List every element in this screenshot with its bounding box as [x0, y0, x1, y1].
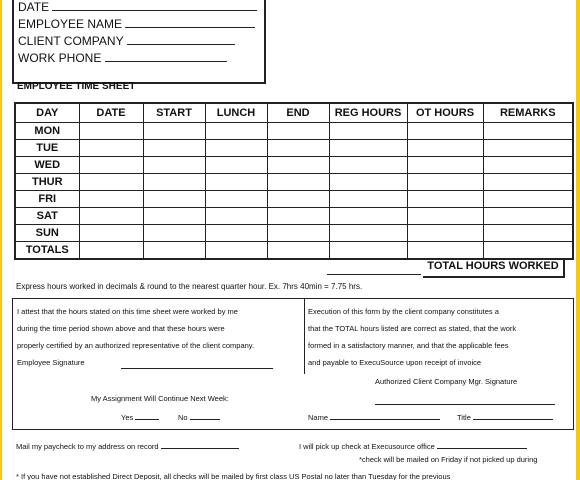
- entry-cell[interactable]: [143, 123, 205, 140]
- entry-cell[interactable]: [143, 225, 205, 242]
- col-start: START: [143, 103, 205, 123]
- work-phone-line: [105, 51, 227, 62]
- entry-cell[interactable]: [329, 225, 407, 242]
- attestation-divider: [304, 299, 305, 374]
- entry-cell[interactable]: [329, 191, 407, 208]
- title-field[interactable]: [457, 412, 553, 422]
- entry-cell[interactable]: [267, 242, 329, 260]
- entry-cell[interactable]: [143, 242, 205, 260]
- entry-cell[interactable]: [267, 174, 329, 191]
- client-company-label: CLIENT COMPANY: [18, 34, 124, 48]
- attest-right-line-2: that the TOTAL hours listed are correct as stated, that the work: [308, 324, 517, 333]
- attest-left-line-1: I attest that the hours stated on this time sheet were worked by me: [17, 307, 238, 316]
- day-cell: FRI: [15, 191, 79, 208]
- header-row: [15, 103, 573, 123]
- table-row: [15, 225, 573, 242]
- entry-cell[interactable]: [407, 225, 483, 242]
- entry-cell[interactable]: [329, 174, 407, 191]
- name-label: Name: [308, 413, 329, 422]
- title-blank: [473, 412, 553, 420]
- entry-cell[interactable]: [205, 242, 267, 260]
- name-field[interactable]: [308, 412, 440, 422]
- no-option[interactable]: [178, 412, 220, 422]
- timesheet-page: [2, 0, 576, 480]
- attest-left-line-3: properly certified by an authorized representative of the client company.: [17, 341, 255, 350]
- work-phone-label: WORK PHONE: [18, 51, 102, 65]
- date-field[interactable]: [18, 0, 257, 14]
- entry-cell[interactable]: [143, 157, 205, 174]
- date-line: [52, 0, 257, 11]
- entry-cell[interactable]: [79, 225, 143, 242]
- entry-cell[interactable]: [267, 225, 329, 242]
- mgr-signature-label: Authorized Client Company Mgr. Signature: [375, 377, 518, 386]
- mail-paycheck-blank: [161, 441, 239, 449]
- no-label: No: [178, 413, 188, 422]
- day-cell: TUE: [15, 140, 79, 157]
- attest-right-line-4: and payable to ExecuSource upon receipt of invoice: [308, 358, 482, 367]
- pickup-check-label: I will pick up check at Execusource office: [299, 442, 435, 451]
- yes-blank: [135, 412, 159, 420]
- table-row: [15, 242, 573, 260]
- entry-cell[interactable]: [483, 242, 573, 260]
- mail-paycheck-label: Mail my paycheck to my address on record: [16, 442, 159, 451]
- express-hours-note: Express hours worked in decimals & round to the nearest quarter hour. Ex. 7hrs 40min = 7.75 hrs.: [16, 282, 363, 291]
- table-row: [15, 191, 573, 208]
- col-ot-hours: OT HOURS: [407, 103, 483, 123]
- table-row: [15, 208, 573, 225]
- entry-cell[interactable]: [79, 174, 143, 191]
- yes-option[interactable]: [121, 412, 159, 422]
- entry-cell[interactable]: [329, 157, 407, 174]
- col-reg-hours: REG HOURS: [329, 103, 407, 123]
- entry-cell[interactable]: [329, 140, 407, 157]
- entry-cell[interactable]: [79, 157, 143, 174]
- no-blank: [190, 412, 220, 420]
- entry-cell[interactable]: [143, 174, 205, 191]
- table-row: [15, 157, 573, 174]
- entry-cell[interactable]: [205, 191, 267, 208]
- entry-cell[interactable]: [205, 123, 267, 140]
- entry-cell[interactable]: [79, 123, 143, 140]
- entry-cell[interactable]: [143, 208, 205, 225]
- attest-right-line-1: Execution of this form by the client company constitutes a: [308, 307, 499, 316]
- pickup-check-blank: [437, 441, 527, 449]
- yes-label: Yes: [121, 413, 134, 422]
- entry-cell[interactable]: [143, 140, 205, 157]
- day-cell: MON: [15, 123, 79, 140]
- entry-cell[interactable]: [267, 157, 329, 174]
- col-remarks: REMARKS: [483, 103, 573, 123]
- entry-cell[interactable]: [483, 174, 573, 191]
- sheet-title: EMPLOYEE TIME SHEET: [17, 81, 136, 92]
- entry-cell[interactable]: [205, 208, 267, 225]
- entry-cell[interactable]: [407, 140, 483, 157]
- total-hours-label: TOTAL HOURS WORKED: [423, 260, 565, 278]
- entry-cell[interactable]: [267, 208, 329, 225]
- total-hours-blank[interactable]: [327, 262, 421, 275]
- table-row: [15, 123, 573, 140]
- entry-cell[interactable]: [483, 123, 573, 140]
- employee-info-box: [12, 0, 266, 84]
- col-lunch: LUNCH: [205, 103, 267, 123]
- entry-cell[interactable]: [483, 225, 573, 242]
- entry-cell[interactable]: [205, 174, 267, 191]
- entry-cell[interactable]: [267, 191, 329, 208]
- entry-cell[interactable]: [79, 191, 143, 208]
- employee-signature-line[interactable]: [121, 367, 273, 369]
- day-cell: SAT: [15, 208, 79, 225]
- day-cell: WED: [15, 157, 79, 174]
- attest-left-line-2: during the time period shown above and that these hours were: [17, 324, 225, 333]
- entry-cell[interactable]: [329, 242, 407, 260]
- entry-cell[interactable]: [407, 208, 483, 225]
- entry-cell[interactable]: [407, 174, 483, 191]
- entry-cell[interactable]: [329, 123, 407, 140]
- work-phone-field[interactable]: [18, 51, 227, 65]
- table-row: [15, 140, 573, 157]
- day-cell: THUR: [15, 174, 79, 191]
- pickup-check-option[interactable]: [299, 441, 527, 451]
- mgr-signature-line[interactable]: [375, 403, 555, 405]
- employee-signature-label: Employee Signature: [17, 358, 85, 367]
- direct-deposit-note: * If you have not established Direct Deposit, all checks will be mailed by first class US Postal no later than Tuesday for the previous: [16, 472, 451, 480]
- employee-name-field[interactable]: [18, 17, 255, 31]
- client-company-field[interactable]: [18, 34, 235, 48]
- entry-cell[interactable]: [407, 123, 483, 140]
- entry-cell[interactable]: [79, 242, 143, 260]
- entry-cell[interactable]: [205, 157, 267, 174]
- entry-cell[interactable]: [407, 191, 483, 208]
- entry-cell[interactable]: [483, 208, 573, 225]
- day-cell: TOTALS: [15, 242, 79, 260]
- attest-right-line-3: formed in a satisfactory manner, and that the applicable fees: [308, 341, 509, 350]
- check-mailed-note: *check will be mailed on Friday if not picked up during: [359, 455, 538, 464]
- col-date: DATE: [79, 103, 143, 123]
- entry-cell[interactable]: [267, 123, 329, 140]
- employee-name-line: [125, 17, 255, 28]
- attestation-box: [12, 298, 574, 430]
- client-company-line: [127, 34, 235, 45]
- entry-cell[interactable]: [483, 140, 573, 157]
- mail-paycheck-option[interactable]: [16, 441, 239, 451]
- name-blank: [330, 412, 440, 420]
- entry-cell[interactable]: [267, 140, 329, 157]
- employee-name-label: EMPLOYEE NAME: [18, 17, 123, 31]
- day-cell: SUN: [15, 225, 79, 242]
- entry-cell[interactable]: [205, 225, 267, 242]
- entry-cell[interactable]: [483, 157, 573, 174]
- entry-cell[interactable]: [79, 140, 143, 157]
- timesheet-table: [14, 102, 574, 260]
- entry-cell[interactable]: [407, 242, 483, 260]
- table-row: [15, 174, 573, 191]
- entry-cell[interactable]: [483, 191, 573, 208]
- entry-cell[interactable]: [205, 140, 267, 157]
- entry-cell[interactable]: [329, 208, 407, 225]
- col-end: END: [267, 103, 329, 123]
- entry-cell[interactable]: [407, 157, 483, 174]
- title-label: Title: [457, 413, 471, 422]
- date-label: DATE: [18, 0, 50, 14]
- entry-cell[interactable]: [143, 191, 205, 208]
- entry-cell[interactable]: [79, 208, 143, 225]
- assignment-continue-text: My Assignment Will Continue Next Week:: [91, 394, 229, 403]
- col-day: DAY: [15, 103, 79, 123]
